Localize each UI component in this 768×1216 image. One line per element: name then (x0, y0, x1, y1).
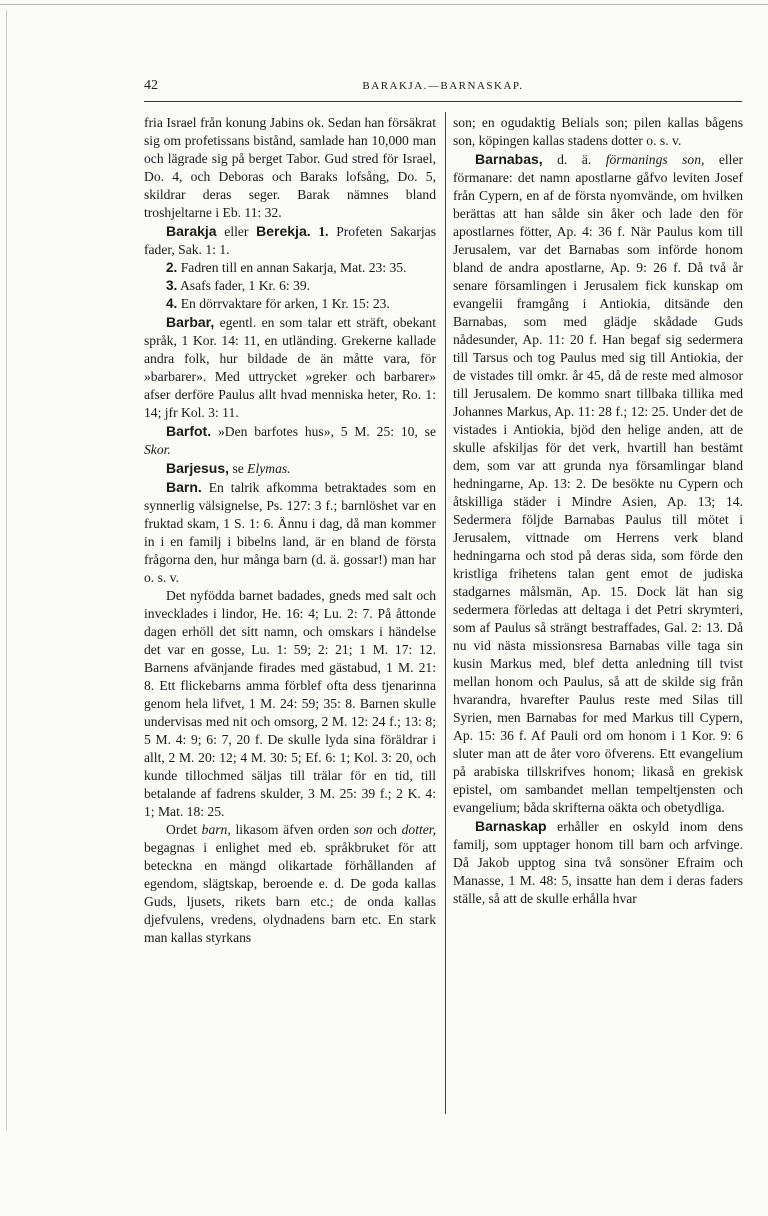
entry-barbar: Barbar, egentl. en som talar ett sträft, obekant språk, 1 Kor. 14: 11, en utländing. Grekerne kallade andra folk, hur bildade de än måtte vara, för »barbarer». Med uttrycket »greker och barbarer» afser derföre Paulus allt hvad menniska heter, Ro. 1: 14; jfr Kol. 3: 11. (144, 314, 436, 420)
barn-paragraph-2: Det nyfödda barnet badades, gneds med salt och invecklades i lindor, He. 16: 4; Lu. 2: 7. På åttonde dagen erhöll det sitt namn, och omskars i händelse det var en gosse, Lu. 1: 59; 2: 21; 1 M. 17: 12. Barnens afvänjande firades med gästabud, 1 M. 21: 8. Ett flickebarns amma förblef ofta dess tjenarinna genom hela lifvet, 1 M. 24: 59; 35: 8. Barnen skulle undervisas med nit och omsorg, 2 M. 12: 24 f.; 13: 8; 5 M. 4: 9; 6: 7, 20 f. De skulle lyda sina föräldrar i allt, 2 M. 20: 12; 4 M. 30: 5; Ef. 6: 1; Kol. 3: 20, och kunde tillochmed säljas till trälar för en tid, till betalande af fadrens skulder, 3 M. 25: 39 f.; 2 K. 4: 1; Mat. 18: 25. (144, 588, 436, 819)
running-head: BARAKJA.—BARNASKAP. (362, 80, 524, 92)
barak-continuation: fria Israel från konung Jabins ok. Sedan han försäkrat sig om profetissans bistånd, samlade han 10,000 man och lägrade sig på berget Tabor. Gud stred för Israel, Do. 4, och Deboras och Baraks lofsång, Do. 5, skildrar deras seger. Barak nämnes bland troshjeltarne i Eb. 11: 32. (144, 115, 436, 220)
headword-barnaskap: Barnaskap (475, 818, 547, 834)
headword-barfot: Barfot. (166, 423, 212, 439)
left-column (144, 114, 436, 1114)
entry-barnabas: Barnabas, d. ä. förmanings son, eller förmanare: det namn apostlarne gåfvo leviten Josef från Cypern, en af de första nyomvände, om hvilken berättas att han sålde sin åker och lade den för apostlarnes fötter, Ap. 4: 36 f. När Paulus kom till Jerusalem, var det Barnabas som införde honom bland de andra apostlarne, Ap. 9: 26 f. Då två år senare församlingen i Jerusalem fick kunskap om evangelii framgång i Antiokia, ditsände den Barnabas, som med glädje skådade Guds nådesunder, Ap. 11: 20 f. Han begaf sig sedermera till Tarsus och tog Paulus med sig till Antiokia, der de vistades till omkr. år 45, då de reste med almosor till Jerusalem. De kommo snart tillbaka tillika med Johannes Markus, Ap. 11: 28 f.; 12: 25. Under det de vistades i Antiokia, bjöd den helige anden, att de skulle afskiljas för det verk, hvartill han bestämt dem, som var att grunda nya församlingar bland hedningarne, Ap. 13: 2. De besökte nu Cypern och åtskilliga städer i Mindre Asien, Ap. 13; 14. Sedermera följde Barnabas Paulus till mötet i Jerusalem, vittnade om Herrens verk bland hedningarna och stod på deras sida, som förde den kristliga frihetens talan gent emot de judiska stadgarnes målsmän, Ap. 15. Dock lät han sig sedermera förledas att deltaga i det Petri skrymteri, som af Paulus så strängt bestraffades, Gal. 2: 13. Då nu vid nästa missionsresa Barnabas ville taga sin kusin Markus med, blef detta anledning till tvist mellan honom och Paulus, så att de skilde sig från hvarandra, hvarefter Paulus reste med Silas till Syrien, men Barnabas for med Markus till Cypern, Ap. 15: 36 f. Af Pauli ord om honom i 1 Kor. 9: 6 sluter man att de åter voro öfverens. Ett evangelium på arabiska tillskrifves honom; likaså en grekisk epistel, om sambandet mellan tempeltjensten och evangelium; båda skrifterna oäkta och obetydliga. (453, 151, 743, 815)
headword-barbar: Barbar, (166, 314, 215, 330)
barakja-sense-4: 4. En dörrvaktare för arken, 1 Kr. 15: 23. (166, 296, 390, 311)
headword-barjesus: Barjesus, (166, 460, 230, 476)
cross-reference: Elymas. (247, 461, 291, 476)
page-number: 42 (144, 78, 158, 93)
headword-barn: Barn. (166, 479, 202, 495)
entry-barn: Barn. En talrik afkomma betraktades som en synnerlig välsignelse, Ps. 127: 3 f.; barnlöshet var en fruktad skam, 1 S. 1: 6. Ännu i dag, då man kommer in i en familj i bibelns land, är en bland de första frågorna den, hur många barn (d. ä. gossar!) man har o. s. v. (144, 479, 436, 585)
headword-barakja: Barakja (166, 223, 217, 239)
scan-binding-mark (6, 10, 7, 1130)
barn-paragraph-3: Ordet barn, likasom äfven orden son och dotter, begagnas i enlighet med eb. språkbruket för att beteckna en mängd olikartade förhållanden af egendom, slägtskap, beroende e. d. De goda kallas Guds, ljusets, rikets barn etc.; de onda kallas djefvulens, vredens, olydnadens barn etc. En stark man kallas styrkans (144, 822, 436, 945)
barakja-sense-2: 2. Fadren till en annan Sakarja, Mat. 23: 35. (166, 260, 407, 275)
scan-edge-line (0, 4, 768, 5)
headword-berekja: Berekja. (256, 223, 311, 239)
entry-barfot: Barfot. »Den barfotes hus», 5 M. 25: 10, se Skor. (144, 423, 436, 457)
barn-continuation: son; en ogudaktig Belials son; pilen kallas bågens son, köpingen kallas stadens dotter o. s. v. (453, 115, 743, 148)
header-rule (144, 101, 742, 102)
headword-barnabas: Barnabas, (475, 151, 543, 167)
column-divider (445, 112, 446, 1114)
entry-barakja: Barakja eller Berekja. 1. Profeten Sakarjas fader, Sak. 1: 1. (144, 223, 436, 257)
right-column (453, 114, 743, 1114)
entry-barnaskap: Barnaskap erhåller en oskyld inom dens familj, som upptager honom till barn och arfvinge. Då Jakob upptog sina två sonsöner Efraim och Manasse, 1 M. 48: 5, insatte han dem i deras faders ställe, så att de skulle erhålla hvar (453, 818, 743, 906)
cross-reference: Skor. (144, 442, 171, 457)
entry-barjesus: Barjesus, se Elymas. (166, 460, 291, 476)
page-header (144, 78, 742, 98)
barakja-sense-3: 3. Asafs fader, 1 Kr. 6: 39. (166, 278, 311, 293)
